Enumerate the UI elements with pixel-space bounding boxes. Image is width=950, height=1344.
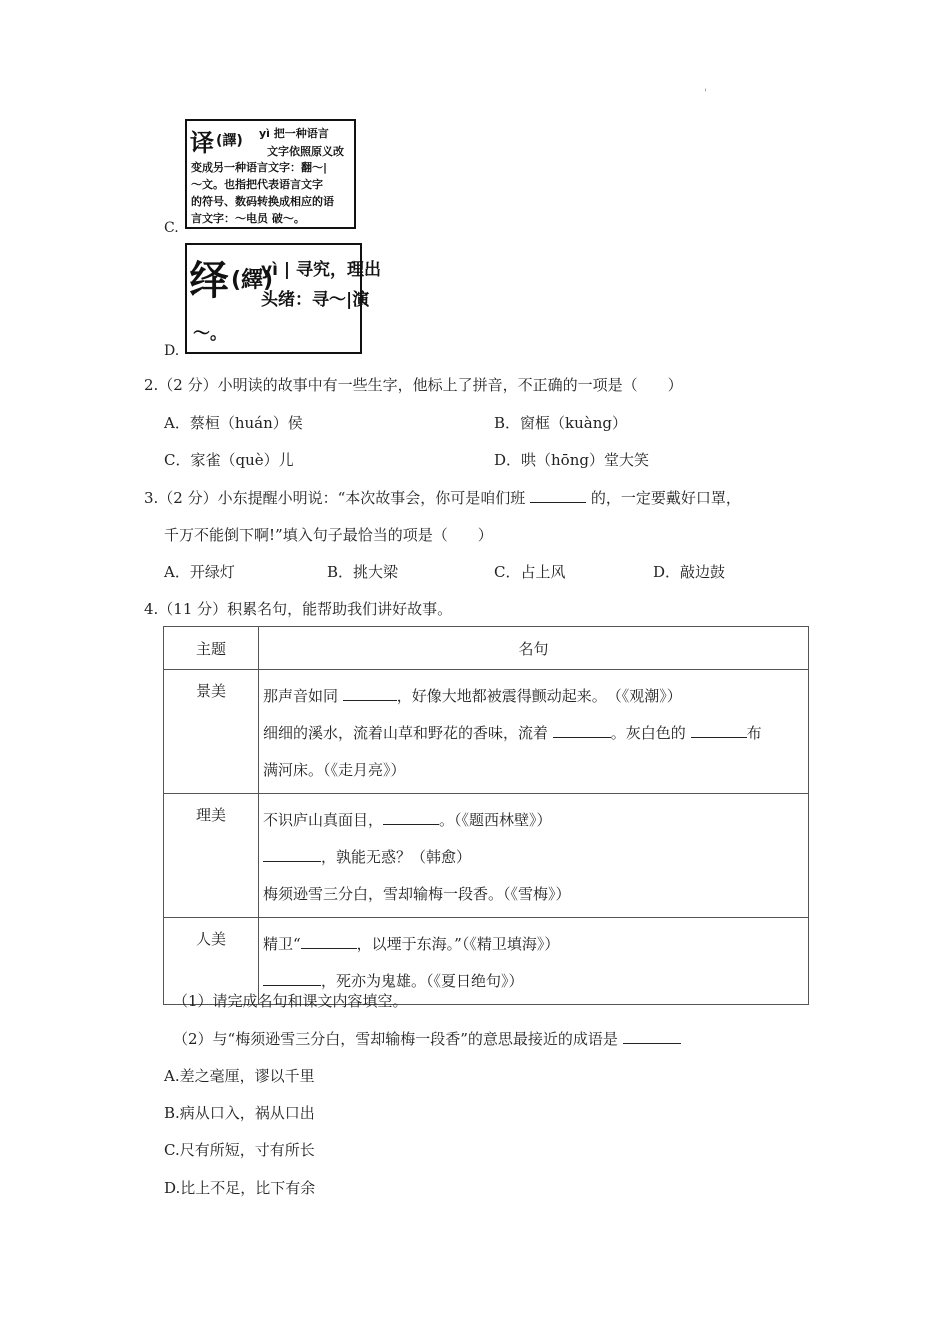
fill-blank[interactable] [691, 723, 747, 738]
fill-blank[interactable] [383, 810, 439, 825]
dict-c-line: 言文字：～电员 破～。 [191, 212, 305, 225]
q4-choice-c[interactable]: C.尺有所短，寸有所长 [164, 1141, 315, 1159]
q4-sub1: （1）请完成名句和课文内容填空。 [173, 992, 408, 1010]
stray-mark: ' [704, 88, 707, 99]
quote-text: 梅须逊雪三分白，雪却输梅一段香。（《雪梅》） [263, 885, 571, 903]
row-topic: 理美 [164, 794, 259, 918]
q2-option-c[interactable]: C．家雀（què）儿 [164, 451, 294, 469]
dict-c-head-char: 译 [190, 129, 214, 157]
dict-c-line: 的符号、数码转换成相应的语 [191, 195, 334, 208]
dict-d-head-char: 绎 [189, 258, 229, 304]
table-row [164, 794, 809, 918]
q3-option-d[interactable]: D．敲边鼓 [653, 563, 726, 581]
quote-text: 布 [746, 724, 762, 742]
q4-sub2-blank[interactable] [623, 1029, 681, 1044]
row-quotes [259, 794, 809, 918]
quote-text: 那声音如同 [263, 687, 339, 705]
fill-blank[interactable] [553, 723, 611, 738]
question-3-stem-line2: 千万不能倒下啊!”填入句子最恰当的项是（ ） [164, 526, 493, 544]
dict-d-line: ～。 [193, 324, 227, 344]
question-4-stem: 4.（11 分）积累名句，能帮助我们讲好故事。 [144, 600, 453, 618]
row-topic: 人美 [164, 918, 259, 1005]
dict-c-line: yì 把一种语言 [259, 127, 329, 140]
quote-text: 。灰白色的 [610, 724, 686, 742]
q3-option-c[interactable]: C．占上风 [494, 563, 566, 581]
q4-sub2-text: （2）与“梅须逊雪三分白，雪却输梅一段香”的意思最接近的成语是 [173, 1030, 618, 1048]
table-header-row [164, 627, 809, 670]
quote-text: ，以堙于东海。”（《精卫填海》） [356, 935, 560, 953]
dict-c-head-trad: (譯) [216, 133, 243, 149]
q3-option-b[interactable]: B．挑大梁 [327, 563, 399, 581]
row-topic: 景美 [164, 670, 259, 794]
quote-text: ，孰能无惑？（韩愈） [321, 848, 472, 866]
q4-sub2 [173, 1028, 681, 1049]
dict-c-line: 文字依照原义改 [267, 145, 344, 158]
fill-blank[interactable] [263, 847, 321, 862]
q2-option-b[interactable]: B．窗框（kuàng） [494, 414, 627, 432]
fill-blank[interactable] [263, 971, 321, 986]
dictionary-entry-d [185, 243, 381, 354]
question-3-stem [144, 487, 741, 508]
quote-text: 满河床。（《走月亮》） [263, 761, 406, 779]
quote-text: 不识庐山真面目， [263, 811, 384, 829]
quotes-table [163, 626, 809, 1005]
q4-choice-d[interactable]: D.比上不足，比下有余 [164, 1179, 316, 1197]
dict-c-line: ～文。也指把代表语言文字 [191, 178, 323, 191]
table-row [164, 670, 809, 794]
q3-stem-part-b: 的，一定要戴好口罩， [590, 489, 741, 507]
fill-blank[interactable] [301, 934, 357, 949]
q3-answer-blank[interactable] [530, 488, 586, 503]
quote-text: ，死亦为鬼雄。（《夏日绝句》） [321, 972, 524, 990]
option-c-label: C. [164, 220, 179, 236]
row-quotes [259, 670, 809, 794]
question-2-stem: 2.（2 分）小明读的故事中有一些生字，他标上了拼音，不正确的一项是（ ） [144, 376, 683, 394]
option-d-label: D. [164, 343, 180, 359]
header-topic: 主题 [164, 627, 259, 670]
dict-d-line: 头绪：寻～|演 [261, 290, 370, 310]
dict-c-line: 变成另一种语言文字：翻～| [191, 161, 328, 174]
q2-option-d[interactable]: D．哄（hōng）堂大笑 [494, 451, 649, 469]
quote-text: 细细的溪水，流着山草和野花的香味，流着 [263, 724, 549, 742]
dict-d-head-trad: (繹) [231, 268, 274, 293]
quote-text: 。（《题西林壁》） [439, 811, 552, 829]
quote-text: ，好像大地都被震得颤动起来。 （《观潮》） [396, 687, 682, 705]
q3-option-a[interactable]: A．开绿灯 [164, 563, 235, 581]
q4-choice-a[interactable]: A.差之毫厘，谬以千里 [164, 1067, 315, 1085]
dict-d-line: yì | 寻究，理出 [261, 260, 381, 280]
q3-stem-part-a: 3.（2 分）小东提醒小明说：“本次故事会，你可是咱们班 [144, 489, 526, 507]
header-quote: 名句 [259, 627, 809, 670]
quote-text: 精卫“ [263, 935, 301, 953]
dictionary-entry-c [185, 119, 356, 229]
q2-option-a[interactable]: A．蔡桓（huán）侯 [164, 414, 303, 432]
q4-choice-b[interactable]: B.病从口入，祸从口出 [164, 1104, 315, 1122]
fill-blank[interactable] [343, 686, 397, 701]
